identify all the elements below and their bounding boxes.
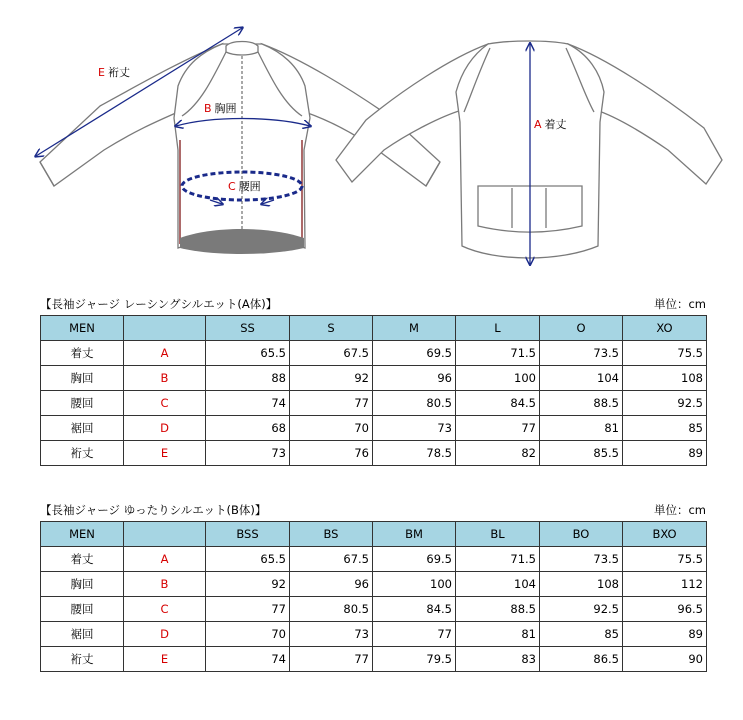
row-name: 着丈 <box>41 547 124 572</box>
row-code: D <box>124 622 206 647</box>
value-cell: 73 <box>373 416 456 441</box>
row-name: 裾回 <box>41 416 124 441</box>
header-cell: M <box>373 316 456 341</box>
value-cell: 108 <box>623 366 707 391</box>
value-cell: 100 <box>373 572 456 597</box>
row-name: 着丈 <box>41 341 124 366</box>
header-cell: MEN <box>41 316 124 341</box>
table-row <box>41 441 707 466</box>
label-b: B 胸囲 <box>204 102 237 115</box>
table-row <box>41 572 707 597</box>
table-row <box>41 341 707 366</box>
value-cell: 83 <box>456 647 540 672</box>
header-cell: O <box>540 316 623 341</box>
row-name: 裾回 <box>41 622 124 647</box>
size-table-a <box>40 315 707 466</box>
header-cell: S <box>290 316 373 341</box>
value-cell: 77 <box>290 647 373 672</box>
table-row <box>41 547 707 572</box>
value-cell: 68 <box>206 416 290 441</box>
size-table-section-a <box>40 296 706 466</box>
value-cell: 85 <box>540 622 623 647</box>
value-cell: 82 <box>456 441 540 466</box>
header-cell: MEN <box>41 522 124 547</box>
value-cell: 80.5 <box>373 391 456 416</box>
value-cell: 100 <box>456 366 540 391</box>
jersey-measurement-diagram <box>0 0 743 280</box>
row-code: B <box>124 366 206 391</box>
value-cell: 76 <box>290 441 373 466</box>
table-row <box>41 597 707 622</box>
row-name: 胸回 <box>41 572 124 597</box>
value-cell: 88.5 <box>540 391 623 416</box>
value-cell: 73.5 <box>540 341 623 366</box>
size-table-section-b <box>40 502 706 672</box>
value-cell: 71.5 <box>456 547 540 572</box>
value-cell: 92.5 <box>540 597 623 622</box>
row-name: 腰回 <box>41 391 124 416</box>
value-cell: 85.5 <box>540 441 623 466</box>
table-row <box>41 647 707 672</box>
row-name: 腰回 <box>41 597 124 622</box>
value-cell: 96.5 <box>623 597 707 622</box>
value-cell: 73 <box>290 622 373 647</box>
header-cell: XO <box>623 316 707 341</box>
header-cell: BL <box>456 522 540 547</box>
value-cell: 65.5 <box>206 341 290 366</box>
unit-label: 単位：cm <box>653 297 706 311</box>
value-cell: 92 <box>290 366 373 391</box>
value-cell: 77 <box>206 597 290 622</box>
value-cell: 84.5 <box>373 597 456 622</box>
value-cell: 74 <box>206 647 290 672</box>
size-table-b <box>40 521 707 672</box>
table-header-row <box>41 316 707 341</box>
header-cell: L <box>456 316 540 341</box>
row-code: A <box>124 547 206 572</box>
value-cell: 75.5 <box>623 341 707 366</box>
value-cell: 81 <box>540 416 623 441</box>
value-cell: 96 <box>373 366 456 391</box>
value-cell: 84.5 <box>456 391 540 416</box>
row-code: C <box>124 597 206 622</box>
value-cell: 77 <box>290 391 373 416</box>
label-c: C 腰囲 <box>228 180 261 193</box>
value-cell: 88.5 <box>456 597 540 622</box>
row-code: E <box>124 441 206 466</box>
unit-label: 単位：cm <box>653 503 706 517</box>
value-cell: 96 <box>290 572 373 597</box>
value-cell: 92 <box>206 572 290 597</box>
header-cell: BSS <box>206 522 290 547</box>
table-row <box>41 366 707 391</box>
table-row <box>41 416 707 441</box>
value-cell: 80.5 <box>290 597 373 622</box>
value-cell: 70 <box>290 416 373 441</box>
header-cell: BM <box>373 522 456 547</box>
value-cell: 69.5 <box>373 547 456 572</box>
value-cell: 74 <box>206 391 290 416</box>
value-cell: 70 <box>206 622 290 647</box>
value-cell: 65.5 <box>206 547 290 572</box>
value-cell: 112 <box>623 572 707 597</box>
value-cell: 73.5 <box>540 547 623 572</box>
value-cell: 89 <box>623 441 707 466</box>
value-cell: 86.5 <box>540 647 623 672</box>
row-code: E <box>124 647 206 672</box>
value-cell: 75.5 <box>623 547 707 572</box>
value-cell: 81 <box>456 622 540 647</box>
label-a: A 着丈 <box>534 118 567 131</box>
table-row <box>41 622 707 647</box>
row-code: B <box>124 572 206 597</box>
value-cell: 79.5 <box>373 647 456 672</box>
label-e: E 裄丈 <box>98 66 130 79</box>
value-cell: 77 <box>373 622 456 647</box>
value-cell: 69.5 <box>373 341 456 366</box>
value-cell: 104 <box>456 572 540 597</box>
value-cell: 85 <box>623 416 707 441</box>
value-cell: 92.5 <box>623 391 707 416</box>
value-cell: 108 <box>540 572 623 597</box>
value-cell: 73 <box>206 441 290 466</box>
header-cell: BO <box>540 522 623 547</box>
value-cell: 78.5 <box>373 441 456 466</box>
table-title: 【長袖ジャージ レーシングシルエット(A体)】 <box>40 297 278 311</box>
value-cell: 77 <box>456 416 540 441</box>
row-code: C <box>124 391 206 416</box>
row-name: 胸回 <box>41 366 124 391</box>
row-code: A <box>124 341 206 366</box>
value-cell: 104 <box>540 366 623 391</box>
value-cell: 67.5 <box>290 341 373 366</box>
row-name: 裄丈 <box>41 441 124 466</box>
header-cell <box>124 522 206 547</box>
row-name: 裄丈 <box>41 647 124 672</box>
header-cell: BS <box>290 522 373 547</box>
header-cell: SS <box>206 316 290 341</box>
value-cell: 71.5 <box>456 341 540 366</box>
value-cell: 89 <box>623 622 707 647</box>
header-cell: BXO <box>623 522 707 547</box>
table-title: 【長袖ジャージ ゆったりシルエット(B体)】 <box>40 503 267 517</box>
value-cell: 88 <box>206 366 290 391</box>
value-cell: 90 <box>623 647 707 672</box>
table-row <box>41 391 707 416</box>
value-cell: 67.5 <box>290 547 373 572</box>
header-cell <box>124 316 206 341</box>
row-code: D <box>124 416 206 441</box>
table-header-row <box>41 522 707 547</box>
